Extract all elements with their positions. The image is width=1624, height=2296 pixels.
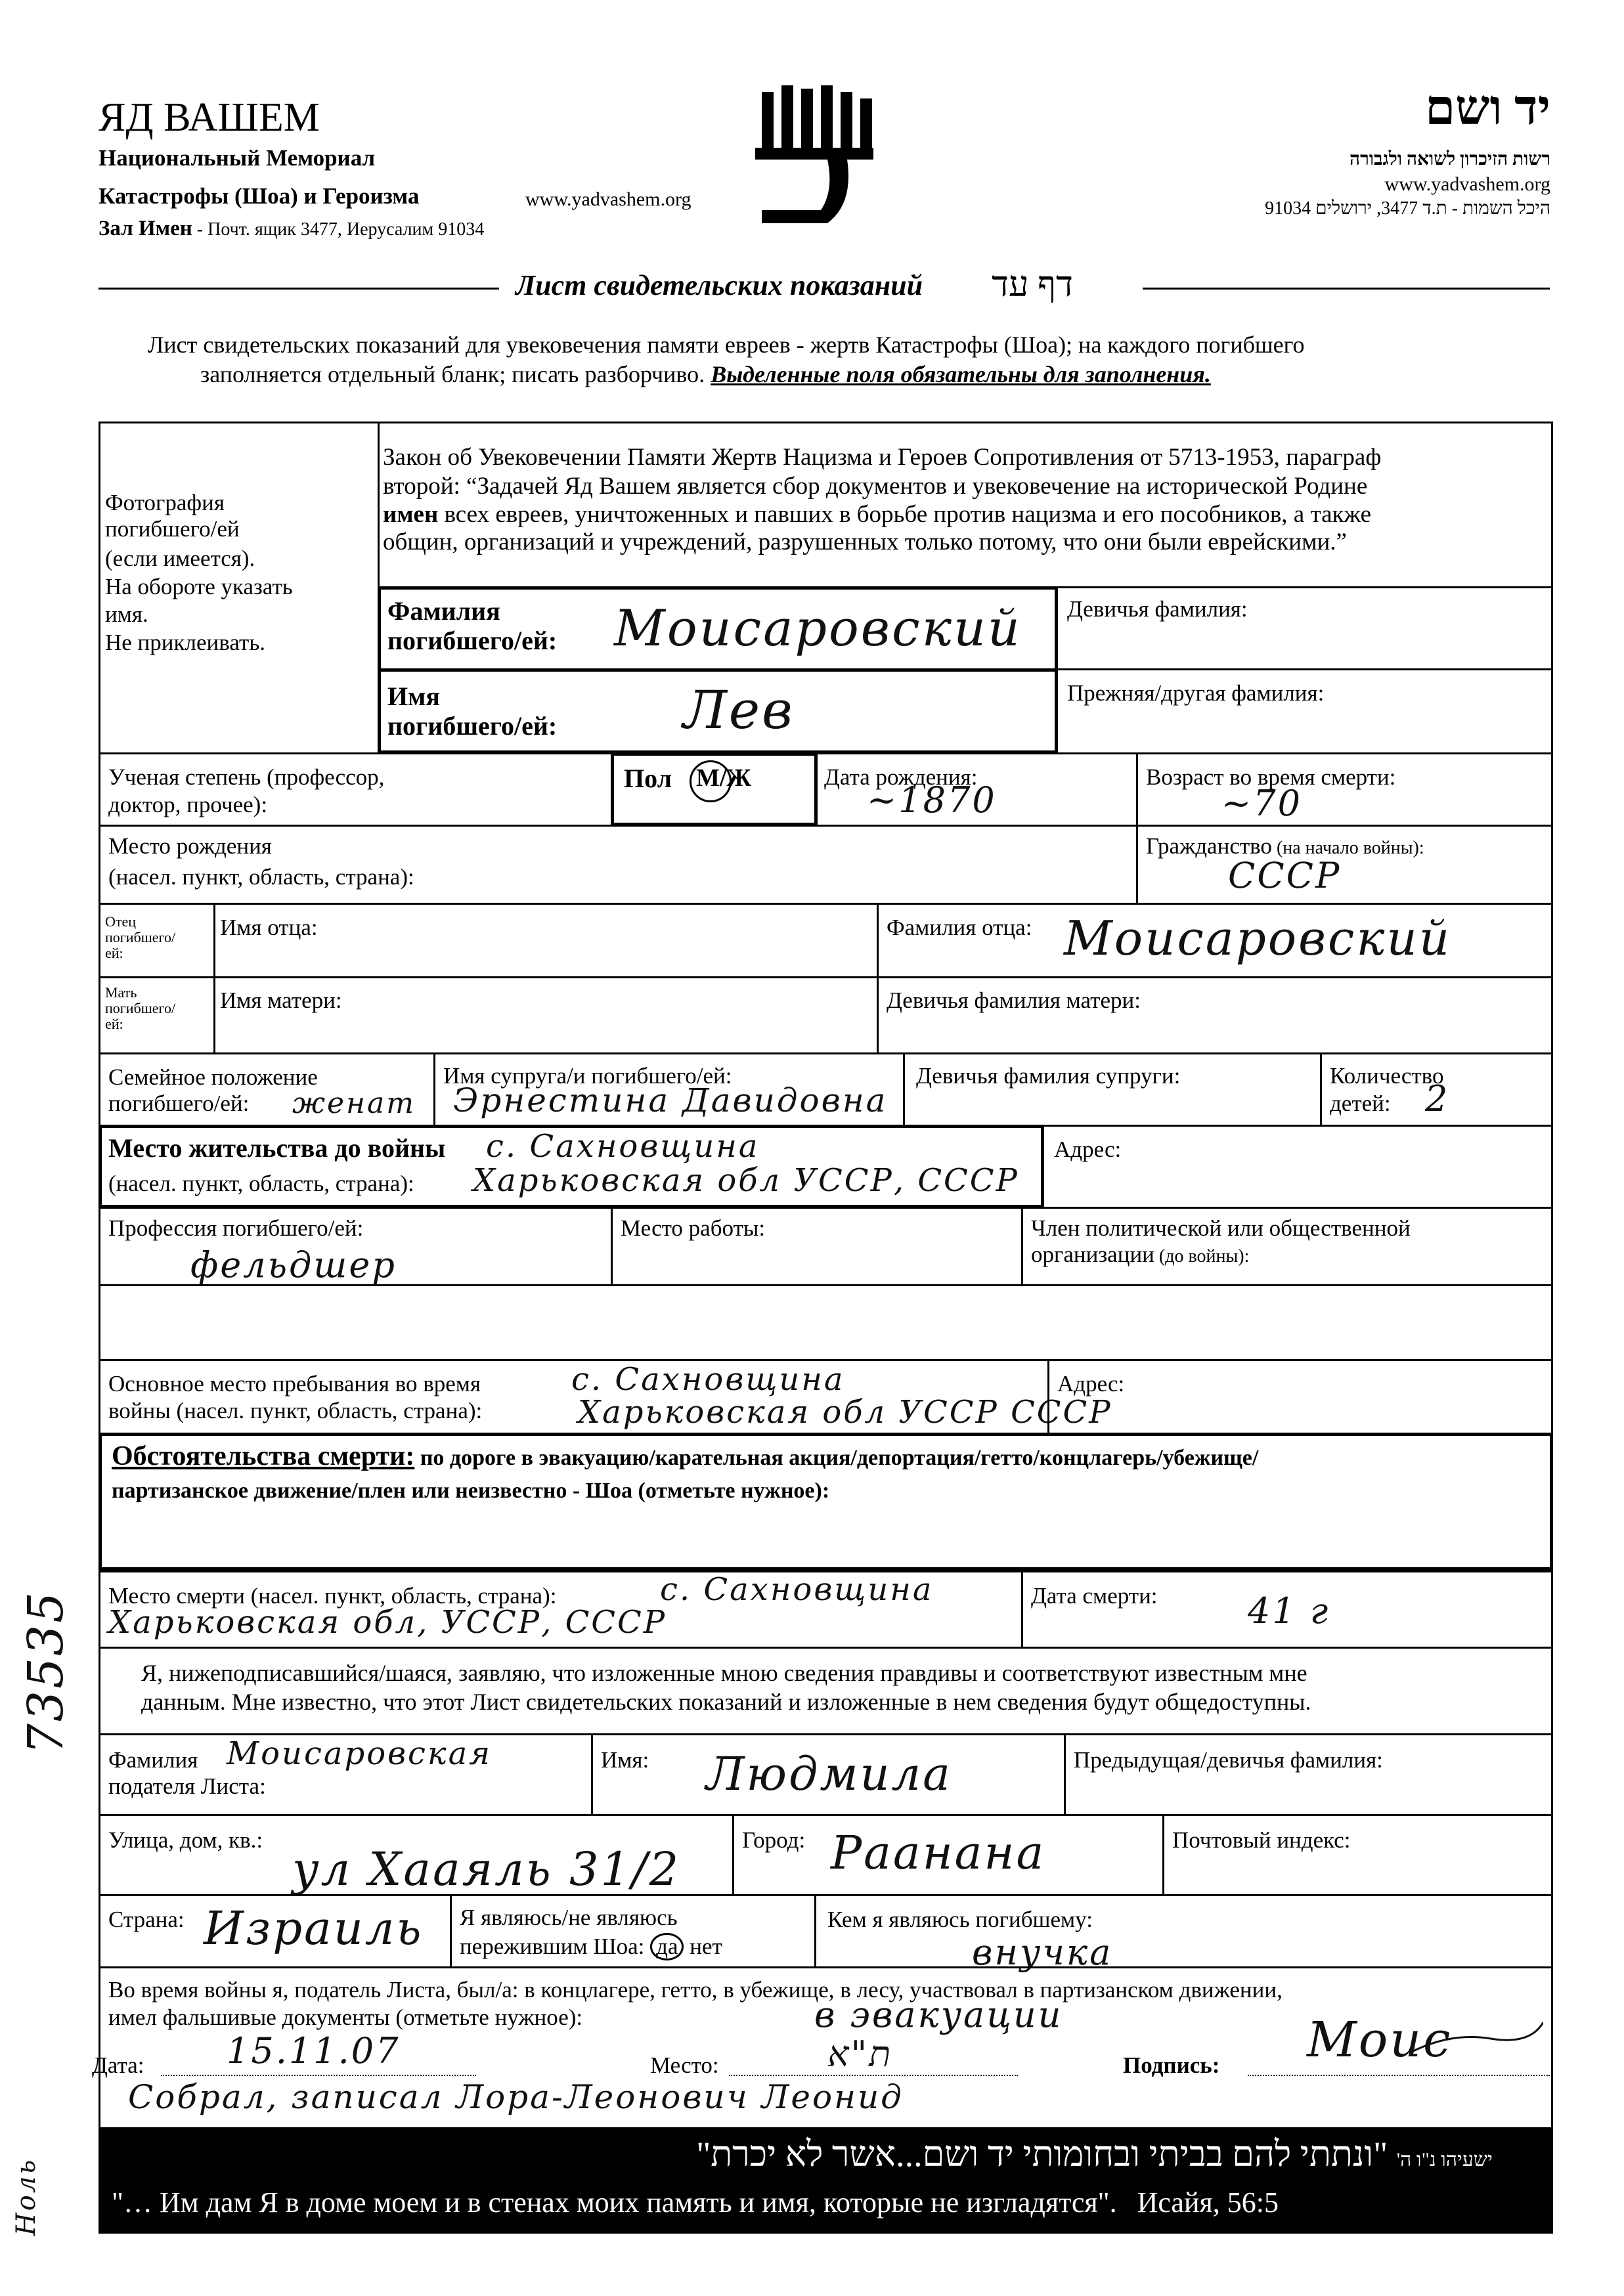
residence-line1[interactable]: с. Сахновщина [486,1128,760,1165]
photo-line3: (если имеется). [105,546,255,571]
victim-dob[interactable]: ~1870 [867,779,997,821]
rule [591,1733,593,1815]
rule [99,1814,1553,1816]
submitter-surname-label-1: Фамилия [108,1747,198,1773]
birthplace-label-1: Место рождения [108,833,272,859]
law-line2: второй: “Задачей Яд Вашем является сбор документов и увековечение на исторической Родине [383,473,1368,500]
spouse-label: Имя супруга/и погибшего/ей: [443,1063,732,1089]
marital-label-2: погибшего/ей: [108,1091,250,1116]
footer-he-quote [696,2134,1493,2180]
sex-options[interactable]: М/Ж [696,764,751,792]
place-line [729,2075,1018,2076]
street-label: Улица, дом, кв.: [108,1827,263,1853]
profession[interactable]: фельдшер [190,1244,397,1286]
sex-label: Пол [624,764,672,793]
rule [99,1207,1553,1209]
declaration-line2: данным. Мне известно, что этот Лист свидетельских показаний и изложенные в нем сведения будут общедоступны. [141,1689,1311,1715]
citizenship-label-text: Гражданство [1146,833,1272,859]
residence-line2[interactable]: Харьковская обл УССР, СССР [473,1162,1019,1199]
birthplace-label-2: (насел. пункт, область, страна): [108,864,414,890]
mother-side-2: погибшего/ [105,1000,176,1016]
law-line1: Закон об Увековечении Памяти Жертв Нацизма и Героев Сопротивления от 5713-1953, параграф [383,444,1382,471]
children-label-1: Количество [1330,1063,1444,1089]
law-line3 [383,501,1371,528]
sign-place[interactable]: ת"א [827,2033,893,2075]
rule [1136,752,1138,826]
title-rule-right [1143,288,1550,290]
rule [99,825,1553,827]
surname-label-1: Фамилия [387,596,500,626]
street[interactable]: ул Хааяль 31/2 [292,1842,681,1896]
rule [732,1814,734,1895]
photo-line2: погибшего/ей [105,516,240,542]
memorial-line1: Национальный Мемориал [99,145,376,171]
father-surname-label: Фамилия отца: [887,915,1032,940]
marital-status[interactable]: женат [292,1087,416,1120]
rule [611,1207,613,1286]
wartime-line2[interactable]: Харьковская обл УССР СССР [578,1394,1112,1431]
submitter-prev-label: Предыдущая/девичья фамилия: [1074,1747,1383,1773]
signature-label: Подпись: [1123,2052,1220,2078]
victim-name[interactable]: Лев [683,680,795,741]
yad-vashem-logo [749,85,880,230]
member-label-2-text: организации [1031,1242,1154,1267]
rule [99,752,1553,754]
footer-he-text: "ונתתי להם בביתי ובחומותי יד ושם...אשר לא יכרת" [696,2134,1388,2174]
form-title-ru: Лист свидетельских показаний [516,269,923,301]
authority-he: רשות הזיכרון לשואה ולגבורה [1349,149,1550,169]
circumstances-line1 [112,1443,1258,1471]
photo-line4: На обороте указать [105,574,293,599]
submitter-name[interactable]: Людмила [706,1747,952,1801]
law-line4: общин, организаций и учреждений, разрушенных только потому, что они были еврейскими.” [383,529,1347,555]
degree-label-1: Ученая степень (профессор, [108,764,385,790]
city[interactable]: Раанана [831,1826,1046,1880]
circumstances-options-2: партизанское движение/плен или неизвестно - Шоа (отметьте нужное): [112,1479,830,1503]
name-label-2: погибшего/ей: [387,711,558,741]
signature-flourish [1412,2019,1543,2065]
submitter-name-label: Имя: [601,1747,649,1773]
country-label: Страна: [108,1907,185,1932]
survivor-label-1: Я являюсь/не являюсь [460,1905,678,1930]
rule [1047,1359,1049,1433]
rule [433,1052,435,1126]
submitter-surname[interactable]: Моисаровская [227,1735,492,1772]
wartime-label-2: войны (насел. пункт, область, страна): [108,1398,483,1423]
intro-line1: Лист свидетельских показаний для увековечения памяти евреев - жертв Катастрофы (Шоа); на каждого погибшего [148,332,1305,358]
rule [450,1894,452,1968]
citizenship-note: (на начало войны): [1271,838,1424,858]
submitter-wartime-label-2: имел фальшивые документы (отметьте нужное): [108,2004,583,2030]
rule [814,1894,816,1968]
member-label-2 [1031,1241,1249,1270]
rule [99,1894,1553,1896]
children-label-2: детей: [1330,1091,1391,1116]
survivor-no[interactable]: нет [690,1934,722,1959]
wartime-label-1: Основное место пребывания во время [108,1371,481,1397]
rule [903,1052,905,1126]
residence-sublabel: (насел. пункт, область, страна): [108,1171,414,1196]
mother-name-label: Имя матери: [220,987,342,1013]
footer-he-ref: ישעיהו נ"ו ה' [1396,2149,1493,2171]
rule [99,1647,1553,1649]
sex-circle-mark [690,760,732,802]
residence-address-label: Адрес: [1054,1137,1122,1162]
rule [877,903,879,1054]
signature[interactable]: Моис [1307,2012,1453,2068]
website[interactable]: www.yadvashem.org [525,188,691,210]
hall-he: היכל השמות - ת.ד 3477, ירושלים 91034 [1265,198,1550,219]
residence-label: Место жительства до войны [108,1133,446,1163]
law-line3-rest: всех евреев, уничтоженных и павших в борьбе против нацизма и его пособников, а также [438,501,1371,528]
mandatory-note: Выделенные поля обязательны для заполнения. [711,361,1211,387]
victim-age[interactable]: ~70 [1221,783,1302,824]
marital-label-1: Семейное положение [108,1064,318,1090]
org-name-ru: ЯД ВАШЕМ [99,95,320,140]
rule [99,1052,1553,1054]
photo-line6: Не приклеивать. [105,630,265,655]
rule [1162,1814,1164,1895]
children-count[interactable]: 2 [1425,1078,1450,1119]
dob-label: Дата рождения: [824,764,978,790]
workplace-label: Место работы: [621,1215,766,1241]
survivor-label-2-text: пережившим Шоа: [460,1934,645,1959]
deathplace-line1[interactable]: с. Сахновщина [660,1571,934,1608]
father-side-2: погибшего/ [105,929,176,945]
victim-citizenship[interactable]: СССР [1228,855,1342,896]
memorial-line2: Катастрофы (Шоа) и Героизма [99,183,420,209]
submitter-wartime[interactable]: в эвакуации [814,1994,1063,2035]
wartime-line1[interactable]: с. Сахновщина [571,1361,845,1398]
circumstances-options-1: по дороге в эвакуацию/карательная акция/депортация/гетто/концлагерь/убежище/ [414,1446,1259,1470]
place-label: Место: [650,2052,719,2078]
age-label: Возраст во время смерти: [1146,764,1396,790]
website-he[interactable]: www.yadvashem.org [1384,173,1550,195]
hall-of-names-label: Зал Имен [99,217,192,240]
zip-label: Почтовый индекс: [1172,1827,1351,1853]
father-side-3: ей: [105,945,123,961]
degree-label-2: доктор, прочее): [108,792,268,817]
victim-surname[interactable]: Моисаровский [614,599,1022,657]
date-label: Дата: [92,2052,144,2078]
intro-line2 [200,361,1211,388]
margin-note: Ноль [11,2157,41,2236]
spouse-name[interactable]: Эрнестина Давидовна [453,1081,888,1119]
rule [99,903,1553,905]
rule [99,1284,1553,1286]
deathplace-label: Место смерти (насел. пункт, область, страна): [108,1583,557,1609]
father-name-label: Имя отца: [220,915,318,940]
form-title-he: דף עד [992,265,1073,304]
rule [1136,825,1138,903]
hall-of-names [99,215,484,243]
maiden-label: Девичья фамилия: [1067,596,1248,622]
surname-label-2: погибшего/ей: [387,626,558,655]
father-surname[interactable]: Моисаровский [1064,911,1452,966]
circumstances-label: Обстоятельства смерти: [112,1441,415,1471]
signature-line [1248,2075,1550,2076]
member-note: (до войны): [1154,1246,1250,1267]
country[interactable]: Израиль [204,1901,424,1955]
rule [99,976,1553,978]
declaration-line1: Я, нижеподписавшийся/шаяся, заявляю, что изложенные мною сведения правдивы и соответствуют известным мне [141,1660,1307,1686]
member-label-1: Член политической или общественной [1031,1215,1411,1241]
intro-line2-text: заполняется отдельный бланк; писать разборчиво. [200,361,711,387]
father-side-1: Отец [105,913,137,930]
title-rule-left [99,288,499,290]
rule [1021,1570,1023,1648]
profession-label: Профессия погибшего/ей: [108,1215,364,1241]
wartime-address-label: Адрес: [1057,1371,1125,1397]
footer-ru-quote [112,2186,1279,2219]
photo-line1: Фотография [105,490,225,515]
rule [213,903,215,1054]
org-name-he: יד ושם [1425,81,1550,135]
relation-label: Кем я являюсь погибшему: [827,1907,1093,1932]
collected-by: Собрал, записал Лора-Леонович Леонид [128,2078,904,2116]
survivor-label-2 [460,1933,722,1960]
photo-line5: имя. [105,601,148,627]
footer-ru-ref: Исайя, 56:5 [1137,2186,1279,2219]
survivor-yes[interactable]: да [650,1933,684,1960]
rule [1021,1207,1023,1286]
death-date[interactable]: 41 г [1248,1590,1330,1632]
spouse-maiden-label: Девичья фамилия супруги: [916,1063,1181,1089]
mother-side-3: ей: [105,1016,123,1032]
law-names-bold: имен [383,501,439,528]
city-label: Город: [742,1827,806,1853]
death-date-label: Дата смерти: [1031,1583,1158,1609]
name-label-1: Имя [387,682,440,711]
mother-side-1: Мать [105,984,137,1001]
mother-maiden-label: Девичья фамилия матери: [887,987,1141,1013]
rule [1320,1052,1322,1126]
date-line [161,2075,476,2076]
submitter-wartime-label-1: Во время войны я, податель Листа, был/а: в концлагере, гетто, в убежище, в лесу, участвовал в партизанском движении, [108,1977,1283,2003]
margin-number: 73535 [18,1590,74,1755]
submitter-surname-label-2: подателя Листа: [108,1773,266,1799]
rule [1064,1733,1066,1815]
relation[interactable]: внучка [972,1932,1113,1973]
deathplace-line2[interactable]: Харьковская обл, УССР, СССР [108,1604,667,1641]
rule [99,1966,1553,1968]
prev-surname-label: Прежняя/другая фамилия: [1067,680,1325,706]
sign-date[interactable]: 15.11.07 [227,2030,401,2071]
footer-ru-text: "… Им дам Я в доме моем и в стенах моих память и имя, которые не изгладятся". [112,2186,1117,2219]
hall-address: - Почт. ящик 3477, Иерусалим 91034 [192,219,485,240]
